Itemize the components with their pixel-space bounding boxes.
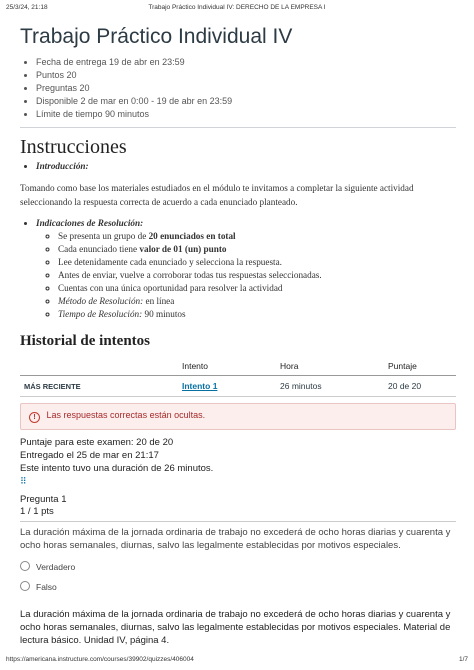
table-row	[20, 376, 456, 397]
resolution-item: ◦ Lee detenidamente cada enunciado y selecciona la respuesta.	[58, 256, 456, 269]
quiz-title: Trabajo Práctico Individual IV	[20, 25, 293, 48]
attempt-link[interactable]: Intento 1	[182, 381, 218, 391]
answers-hidden-alert	[20, 403, 456, 430]
print-header	[6, 4, 468, 14]
duration-line: Este intento tuvo una duración de 26 minutos.	[20, 463, 214, 474]
resolution-method: ◦ Método de Resolución: en línea	[58, 295, 456, 308]
print-url: https://americana.instructure.com/courses/39902/quizzes/406004	[6, 656, 194, 663]
column-header-time: Hora	[276, 357, 384, 376]
resolution-list	[36, 230, 456, 321]
radio-icon[interactable]	[20, 581, 30, 591]
attempt-time: 26 minutos	[276, 376, 384, 397]
intro-text: Tomando como base los materiales estudiados en el módulo te invitamos a completar la siguiente actividad seleccionando la respuesta correcta de acuerdo a cada enunciado planteado.	[20, 183, 414, 207]
print-footer	[6, 656, 468, 666]
print-page-title: Trabajo Práctico Individual IV: DERECHO DE LA EMPRESA I	[148, 4, 326, 11]
due-date: • Fecha de entrega 19 de abr en 23:59	[36, 56, 456, 69]
instructions-body	[20, 160, 456, 321]
answer-option[interactable]: Verdadero	[20, 558, 456, 576]
history-heading: Historial de intentos	[20, 333, 150, 349]
attempt-summary	[20, 436, 456, 488]
question-title: Pregunta 1	[20, 494, 67, 505]
intro-label: Introducción:	[36, 161, 89, 171]
questions-count: • Preguntas 20	[36, 82, 456, 95]
quiz-content	[20, 22, 456, 647]
attempt-score: 20 de 20	[384, 376, 456, 397]
question-points: 1 / 1 pts	[20, 506, 54, 517]
answer-option[interactable]: Falso	[20, 578, 456, 596]
column-header	[20, 357, 178, 376]
alert-icon: !	[29, 412, 40, 423]
resolution-label: Indicaciones de Resolución:	[36, 218, 144, 228]
instructions-heading: Instrucciones	[20, 136, 127, 158]
availability: • Disponible 2 de mar en 0:00 - 19 de abr en 23:59	[36, 95, 456, 108]
print-datetime: 25/3/24, 21:18	[6, 4, 48, 11]
resolution-item: ◦ Cada enunciado tiene valor de 01 (un) punto	[58, 243, 456, 256]
quiz-meta-list	[20, 56, 456, 121]
resolution-item: ◦ Cuentas con una única oportunidad para resolver la actividad	[58, 282, 456, 295]
column-header-attempt: Intento	[178, 357, 276, 376]
time-limit: • Límite de tiempo 90 minutos	[36, 108, 456, 121]
divider	[20, 127, 456, 128]
divider	[20, 521, 456, 522]
question-text: La duración máxima de la jornada ordinaria de trabajo no excederá de ocho horas diarias y cuarenta y ocho horas semanales, diurnas, salvo las legalmente establecidas por motivos especiales.	[20, 527, 451, 551]
answer-explanation: La duración máxima de la jornada ordinaria de trabajo no excederá de ocho horas diarias y cuarenta y ocho horas semanales, diurnas, salvo las legalmente establecidas por motivos especiales. Material de lectura básico. Unidad IV, página 4.	[20, 609, 451, 646]
page-number: 1/7	[458, 656, 468, 663]
alert-text: Las respuestas correctas están ocultas.	[46, 410, 206, 420]
table-header-row	[20, 357, 456, 376]
attempts-table	[20, 357, 456, 397]
submitted-line: Entregado el 25 de mar en 21:17	[20, 450, 159, 461]
resolution-item: ◦ Se presenta un grupo de 20 enunciados en total	[58, 230, 456, 243]
question-1	[20, 494, 456, 647]
resolution-time: ◦ Tiempo de Resolución: 90 minutos	[58, 308, 456, 321]
score-line: Puntaje para este examen: 20 de 20	[20, 437, 174, 448]
drag-handle-icon[interactable]: ⠿	[20, 476, 26, 486]
radio-icon[interactable]	[20, 561, 30, 571]
resolution-item: ◦ Antes de enviar, vuelve a corroborar todas tus respuestas seleccionadas.	[58, 269, 456, 282]
points: • Puntos 20	[36, 69, 456, 82]
most-recent-label: MÁS RECIENTE	[20, 376, 178, 397]
column-header-score: Puntaje	[384, 357, 456, 376]
